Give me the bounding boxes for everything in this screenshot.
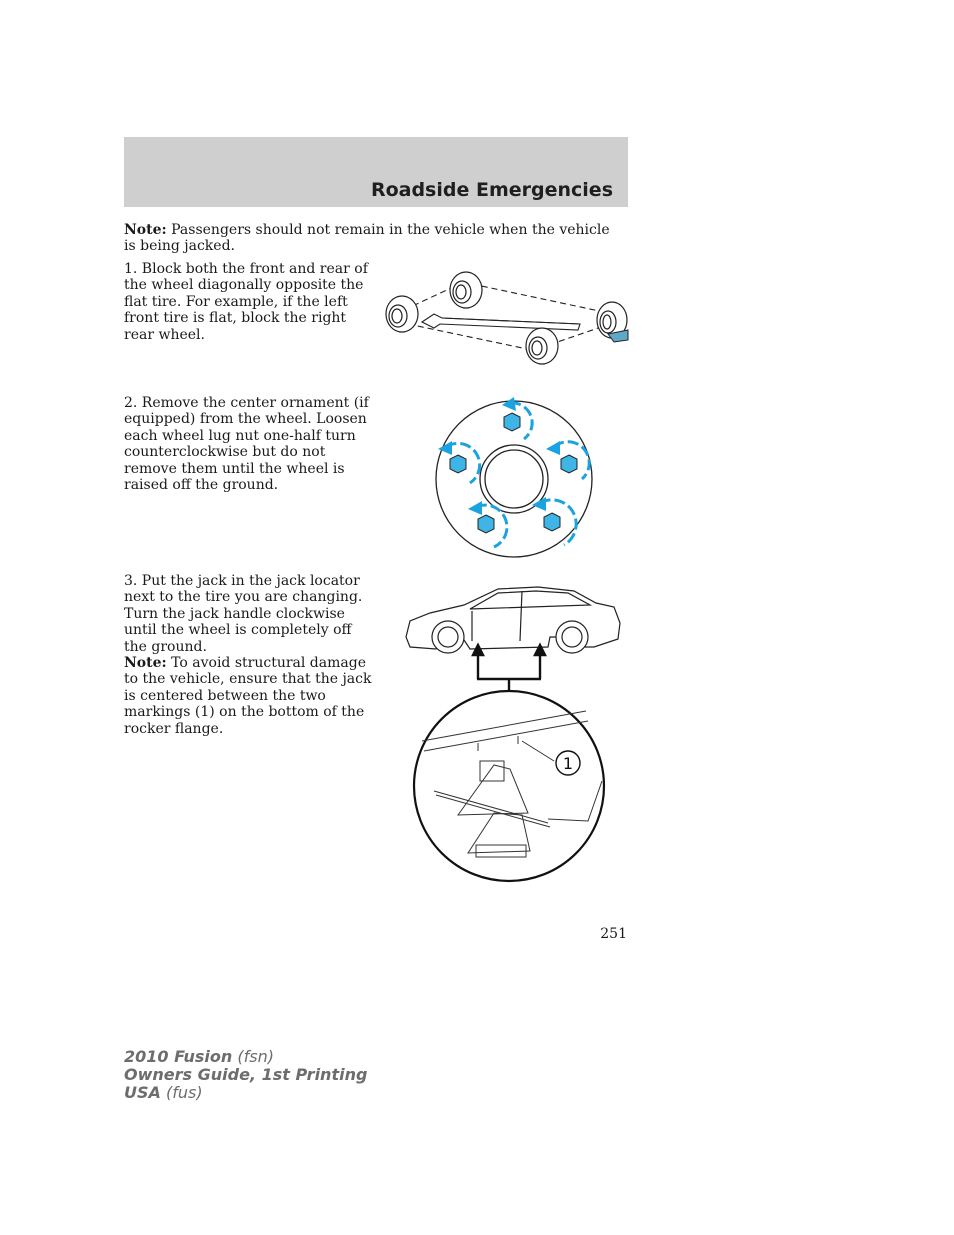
step-3-text	[124, 573, 378, 737]
wheel-rear-right	[526, 328, 558, 364]
wheel-blocking-illustration	[382, 268, 632, 380]
lug-nut-bottom-right	[544, 513, 560, 531]
page-number: 251	[600, 926, 627, 942]
jack-point-arrows	[473, 645, 545, 691]
wheel-rear-left	[386, 296, 418, 332]
footer	[124, 1048, 367, 1102]
jack-detail-circle	[414, 691, 604, 881]
car-jack-illustration	[398, 583, 626, 883]
step-3-note-text: To avoid structural damage to the vehicle, ensure that the jack is centered between the two markings (1) on the bottom of the rocker flange.	[124, 655, 372, 737]
step-3-main: 3. Put the jack in the jack locator next to the tire you are changing. Turn the jack handle clockwise until the wheel is completely off the ground.	[124, 573, 363, 655]
lug-nut-left	[450, 455, 466, 473]
footer-model: 2010 Fusion	[124, 1047, 233, 1066]
footer-model-code: (fsn)	[232, 1047, 274, 1066]
note-paragraph	[124, 222, 616, 255]
note-text: Passengers should not remain in the vehicle when the vehicle is being jacked.	[124, 222, 610, 255]
page-title: Roadside Emergencies	[370, 179, 613, 201]
note-label: Note:	[124, 222, 167, 238]
lug-nut-bottom-left	[478, 515, 494, 533]
footer-guide: Owners Guide, 1st Printing	[124, 1065, 368, 1084]
lug-nut-top	[504, 413, 520, 431]
step-3-note-label: Note:	[124, 655, 167, 672]
footer-region: USA	[124, 1083, 161, 1102]
step-2-text: 2. Remove the center ornament (if equipped) from the wheel. Loosen each wheel lug nut one-half turn counterclockwise but do not remove them until the wheel is raised off the ground.	[124, 395, 369, 494]
footer-region-code: (fus)	[160, 1083, 203, 1102]
wheel-front-left	[450, 272, 482, 308]
callout-label-1: 1	[562, 754, 574, 773]
car-side-view	[406, 587, 620, 653]
step-1-text: 1. Block both the front and rear of the wheel diagonally opposite the flat tire. For example, if the left front tire is flat, block the right rear wheel.	[124, 261, 368, 343]
header-bar	[124, 137, 628, 207]
lug-nut-illustration	[430, 397, 598, 561]
lug-nut-right	[561, 455, 577, 473]
